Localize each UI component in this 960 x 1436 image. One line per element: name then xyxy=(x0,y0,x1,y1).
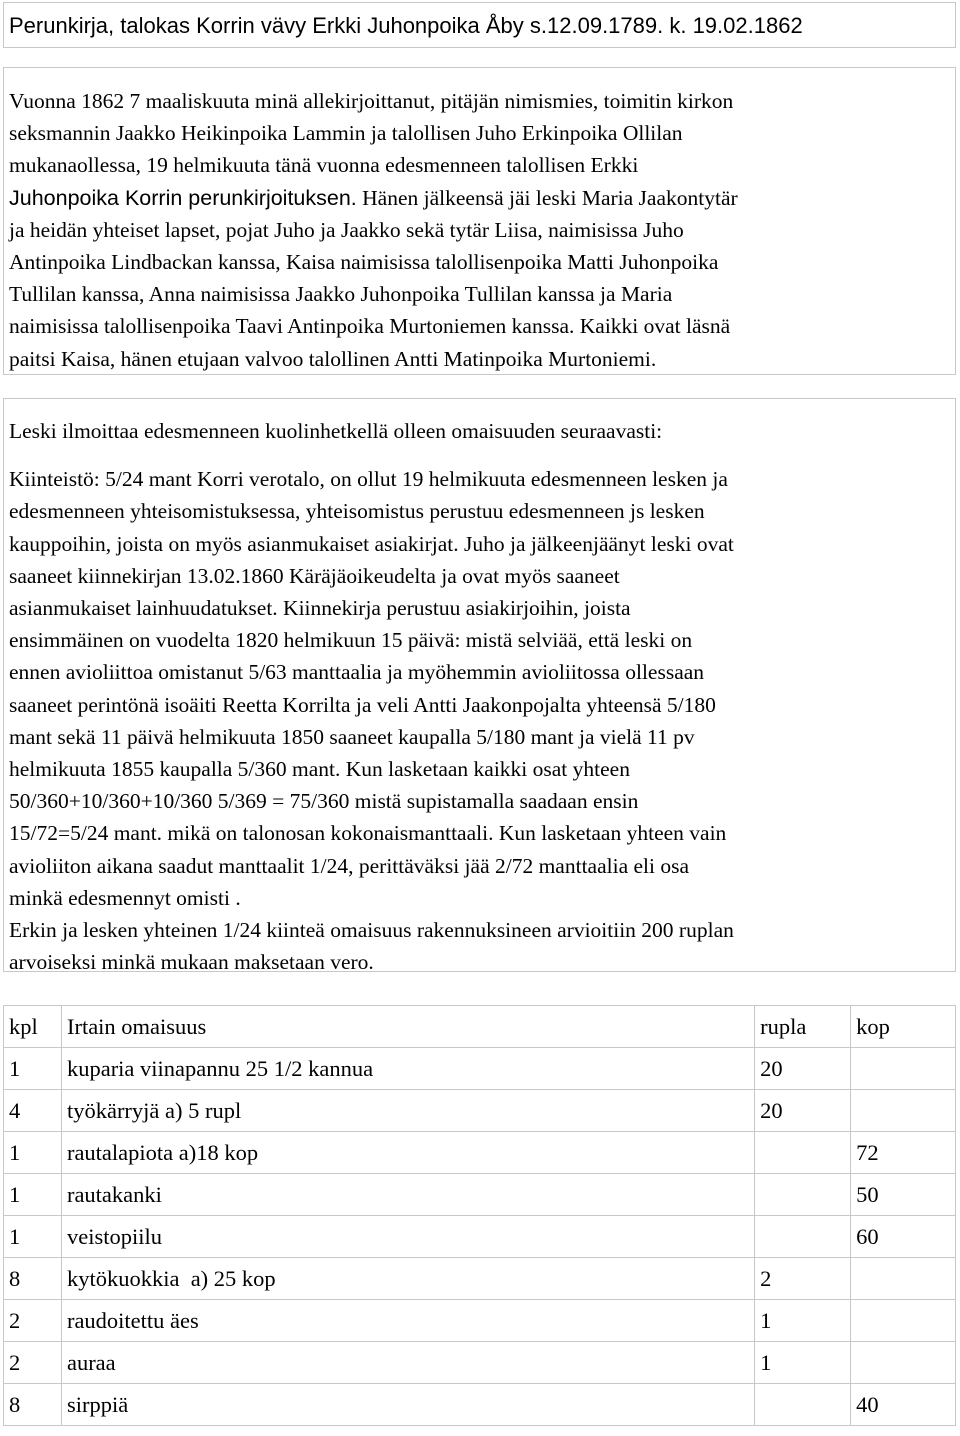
cell-kpl: 8 xyxy=(4,1384,62,1426)
estate-line: 50/360+10/360+10/360 5/369 = 75/360 mistä supistamalla saadaan ensin xyxy=(9,789,639,814)
cell-kop xyxy=(851,1258,956,1300)
cell-item: raudoitettu äes xyxy=(61,1300,754,1342)
cell-kpl: 1 xyxy=(4,1048,62,1090)
estate-line: Erkin ja lesken yhteinen 1/24 kiinteä omaisuus rakennuksineen arvioitiin 200 ruplan xyxy=(9,918,734,943)
cell-kpl: 1 xyxy=(4,1174,62,1216)
estate-line: kauppoihin, joista on myös asianmukaiset asiakirjat. Juho ja jälkeenjäänyt leski ovat xyxy=(9,531,734,556)
table-row xyxy=(4,1090,956,1132)
cell-rupla xyxy=(755,1132,851,1174)
cell-rupla: 2 xyxy=(755,1258,851,1300)
table-row xyxy=(4,1048,956,1090)
intro-line: naimisissa talollisenpoika Taavi Antinpoika Murtoniemen kanssa. Kaikki ovat läsnä xyxy=(9,314,731,339)
intro-line: Antinpoika Lindbackan kanssa, Kaisa naimisissa talollisenpoika Matti Juhonpoika xyxy=(9,250,719,275)
intro-line-cont: Hänen jälkeensä jäi leski Maria Jaakontytär xyxy=(356,185,738,210)
estate-line: saaneet perintönä isoäiti Reetta Korrilta ja veli Antti Jaakonpojalta yhteensä 5/180 xyxy=(9,692,716,717)
movable-property-table xyxy=(3,1005,956,1426)
cell-rupla xyxy=(755,1384,851,1426)
table-row xyxy=(4,1342,956,1384)
estate-line: helmikuuta 1855 kaupalla 5/360 mant. Kun lasketaan kaikki osat yhteen xyxy=(9,757,630,782)
cell-rupla: 20 xyxy=(755,1090,851,1132)
cell-item: työkärryjä a) 5 rupl xyxy=(61,1090,754,1132)
cell-item: rautalapiota a)18 kop xyxy=(61,1132,754,1174)
cell-item: sirppiä xyxy=(61,1384,754,1426)
estate-line: arvoiseksi minkä mukaan maksetaan vero. xyxy=(9,950,374,975)
header-kpl: kpl xyxy=(4,1006,62,1048)
cell-kop: 60 xyxy=(851,1216,956,1258)
cell-kop xyxy=(851,1048,956,1090)
cell-kpl: 2 xyxy=(4,1300,62,1342)
cell-item: veistopiilu xyxy=(61,1216,754,1258)
intro-line: ja heidän yhteiset lapset, pojat Juho ja Jaakko sekä tytär Liisa, naimisissa Juho xyxy=(9,217,684,242)
estate-heading: Leski ilmoittaa edesmenneen kuolinhetkellä olleen omaisuuden seuraavasti: xyxy=(9,419,663,443)
estate-line: ennen avioliittoa omistanut 5/63 manttaalia ja myöhemmin avioliitossa ollessaan xyxy=(9,660,705,685)
estate-line: minkä edesmennyt omisti . xyxy=(9,885,241,910)
cell-item: rautakanki xyxy=(61,1174,754,1216)
intro-line: seksmannin Jaakko Heikinpoika Lammin ja talollisen Juho Erkinpoika Ollilan xyxy=(9,121,683,146)
table-row xyxy=(4,1174,956,1216)
header-rupla: rupla xyxy=(755,1006,851,1048)
estate-line: 15/72=5/24 mant. mikä on talonosan kokonaismanttaali. Kun lasketaan yhteen vain xyxy=(9,821,727,846)
intro-line xyxy=(9,182,955,214)
intro-line: paitsi Kaisa, hänen etujaan valvoo talollinen Antti Matinpoika Murtoniemi. xyxy=(9,346,657,371)
cell-rupla: 20 xyxy=(755,1048,851,1090)
table-row xyxy=(4,1258,956,1300)
header-kop: kop xyxy=(851,1006,956,1048)
table-row xyxy=(4,1300,956,1342)
cell-kpl: 2 xyxy=(4,1342,62,1384)
cell-rupla xyxy=(755,1216,851,1258)
table-row xyxy=(4,1132,956,1174)
cell-kop: 40 xyxy=(851,1384,956,1426)
cell-kpl: 1 xyxy=(4,1216,62,1258)
document-title: Perunkirja, talokas Korrin vävy Erkki Juhonpoika Åby s.12.09.1789. k. 19.02.1862 xyxy=(3,2,956,48)
cell-rupla xyxy=(755,1174,851,1216)
cell-item: auraa xyxy=(61,1342,754,1384)
estate-line: mant sekä 11 päivä helmikuuta 1850 saaneet kaupalla 5/180 mant ja vielä 11 pv xyxy=(9,724,695,749)
estate-line: saaneet kiinnekirjan 13.02.1860 Käräjäoikeudelta ja ovat myös saaneet xyxy=(9,563,620,588)
cell-item: kuparia viinapannu 25 1/2 kannua xyxy=(61,1048,754,1090)
table-header-row xyxy=(4,1006,956,1048)
cell-kop xyxy=(851,1300,956,1342)
estate-line: avioliiton aikana saadut manttaalit 1/24, perittäväksi jää 2/72 manttaalia eli osa xyxy=(9,853,690,878)
cell-kpl: 4 xyxy=(4,1090,62,1132)
cell-item: kytökuokkia a) 25 kop xyxy=(61,1258,754,1300)
table-row xyxy=(4,1216,956,1258)
header-item: Irtain omaisuus xyxy=(61,1006,754,1048)
estate-section xyxy=(3,398,956,975)
intro-paragraph xyxy=(3,67,956,375)
cell-rupla: 1 xyxy=(755,1342,851,1384)
intro-line: Tullilan kanssa, Anna naimisissa Jaakko Juhonpoika Tullilan kanssa ja Maria xyxy=(9,282,673,307)
estate-line: edesmenneen yhteisomistuksessa, yhteisomistus perustuu edesmenneen js lesken xyxy=(9,499,705,524)
cell-kop xyxy=(851,1342,956,1384)
cell-kop: 50 xyxy=(851,1174,956,1216)
cell-rupla: 1 xyxy=(755,1300,851,1342)
table-row xyxy=(4,1384,956,1426)
cell-kop xyxy=(851,1090,956,1132)
intro-line: Vuonna 1862 7 maaliskuuta minä allekirjoittanut, pitäjän nimismies, toimitin kirkon xyxy=(9,89,734,113)
intro-line: mukanaollessa, 19 helmikuuta tänä vuonna edesmenneen talollisen Erkki xyxy=(9,153,639,178)
estate-line: ensimmäinen on vuodelta 1820 helmikuun 15 päivä: mistä selviää, että leski on xyxy=(9,628,693,653)
estate-line: asianmukaiset lainhuudatukset. Kiinnekirja perustuu asiakirjoihin, joista xyxy=(9,596,631,621)
cell-kpl: 1 xyxy=(4,1132,62,1174)
cell-kop: 72 xyxy=(851,1132,956,1174)
cell-kpl: 8 xyxy=(4,1258,62,1300)
estate-line: Kiinteistö: 5/24 mant Korri verotalo, on ollut 19 helmikuuta edesmenneen lesken ja xyxy=(9,467,728,492)
intro-line-sans: Juhonpoika Korrin perunkirjoituksen. xyxy=(9,185,357,210)
